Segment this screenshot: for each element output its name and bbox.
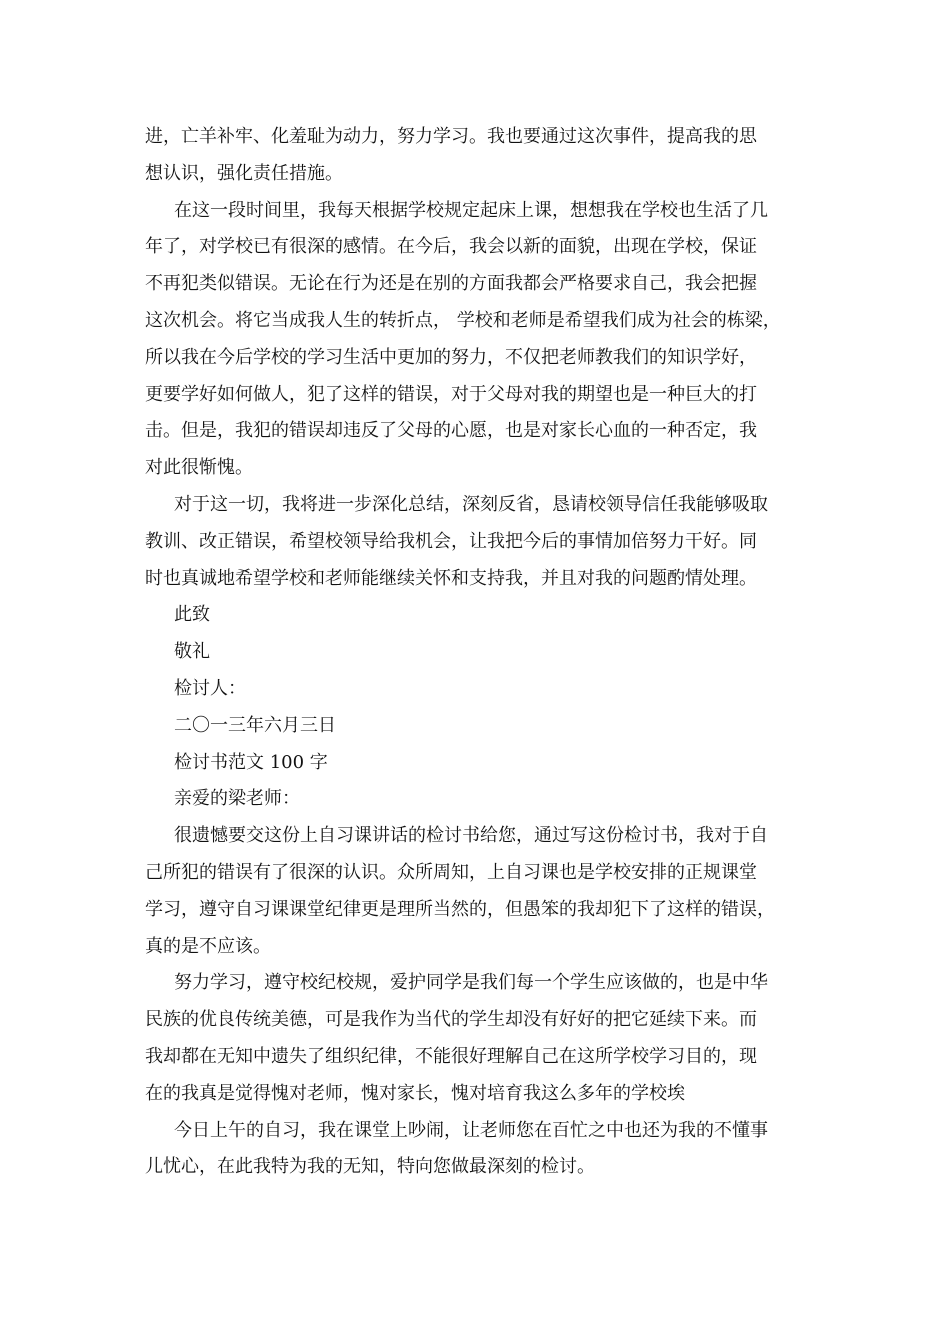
text-line: 所以我在今后学校的学习生活中更加的努力，不仅把老师教我们的知识学好， xyxy=(145,346,757,368)
text-line: 儿忧心，在此我特为我的无知，特向您做最深刻的检讨。 xyxy=(145,1156,595,1178)
text-line: 真的是不应该。 xyxy=(145,935,271,957)
text-line: 很遗憾要交这份上自习课讲话的检讨书给您，通过写这份检讨书，我对于自 xyxy=(174,825,768,847)
text-line: 二〇一三年六月三日 xyxy=(174,714,336,736)
text-line: 检讨人： xyxy=(174,677,246,699)
document-body xyxy=(145,119,835,1186)
text-line: 进，亡羊补牢、化羞耻为动力，努力学习。我也要通过这次事件，提高我的思 xyxy=(145,126,757,147)
text-line: 对于这一切，我将进一步深化总结，深刻反省，恳请校领导信任我能够吸取 xyxy=(174,493,768,515)
text-line: 击。但是，我犯的错误却违反了父母的心愿，也是对家长心血的一种否定，我 xyxy=(145,420,757,442)
text-line: 我却都在无知中遗失了组织纪律，不能很好理解自己在这所学校学习目的，现 xyxy=(145,1045,757,1067)
text-line: 亲爱的梁老师： xyxy=(174,788,300,810)
text-line: 在这一段时间里，我每天根据学校规定起床上课，想想我在学校也生活了几 xyxy=(174,199,768,221)
text-line: 想认识，强化责任措施。 xyxy=(145,162,343,184)
text-line: 此致 xyxy=(174,604,210,626)
text-line: 学习，遵守自习课课堂纪律更是理所当然的，但愚笨的我却犯下了这样的错误， xyxy=(145,898,775,920)
text-line: 努力学习，遵守校纪校规，爱护同学是我们每一个学生应该做的，也是中华 xyxy=(174,972,768,994)
text-line: 己所犯的错误有了很深的认识。众所周知，上自习课也是学校安排的正规课堂 xyxy=(145,861,757,883)
text-line: 年了，对学校已有很深的感情。在今后，我会以新的面貌，出现在学校，保证 xyxy=(145,236,757,258)
text-line: 敬礼 xyxy=(174,641,210,663)
text-line: 时也真诚地希望学校和老师能继续关怀和支持我，并且对我的问题酌情处理。 xyxy=(145,567,757,589)
text-line: 教训、改正错误，希望校领导给我机会，让我把今后的事情加倍努力干好。同 xyxy=(145,530,757,552)
text-line: 不再犯类似错误。无论在行为还是在别的方面我都会严格要求自己，我会把握 xyxy=(145,273,757,295)
text-line: 对此很惭愧。 xyxy=(145,457,253,479)
text-line: 民族的优良传统美德，可是我作为当代的学生却没有好好的把它延续下来。而 xyxy=(145,1009,757,1031)
text-line: 在的我真是觉得愧对老师，愧对家长，愧对培育我这么多年的学校埃 xyxy=(145,1082,685,1104)
text-line: 今日上午的自习，我在课堂上吵闹，让老师您在百忙之中也还为我的不懂事 xyxy=(174,1119,768,1141)
text-line: 更要学好如何做人，犯了这样的错误，对于父母对我的期望也是一种巨大的打 xyxy=(145,383,757,405)
text-line: 这次机会。将它当成我人生的转折点， 学校和老师是希望我们成为社会的栋梁， xyxy=(145,309,781,331)
text-line: 检讨书范文 100 字 xyxy=(174,751,328,773)
